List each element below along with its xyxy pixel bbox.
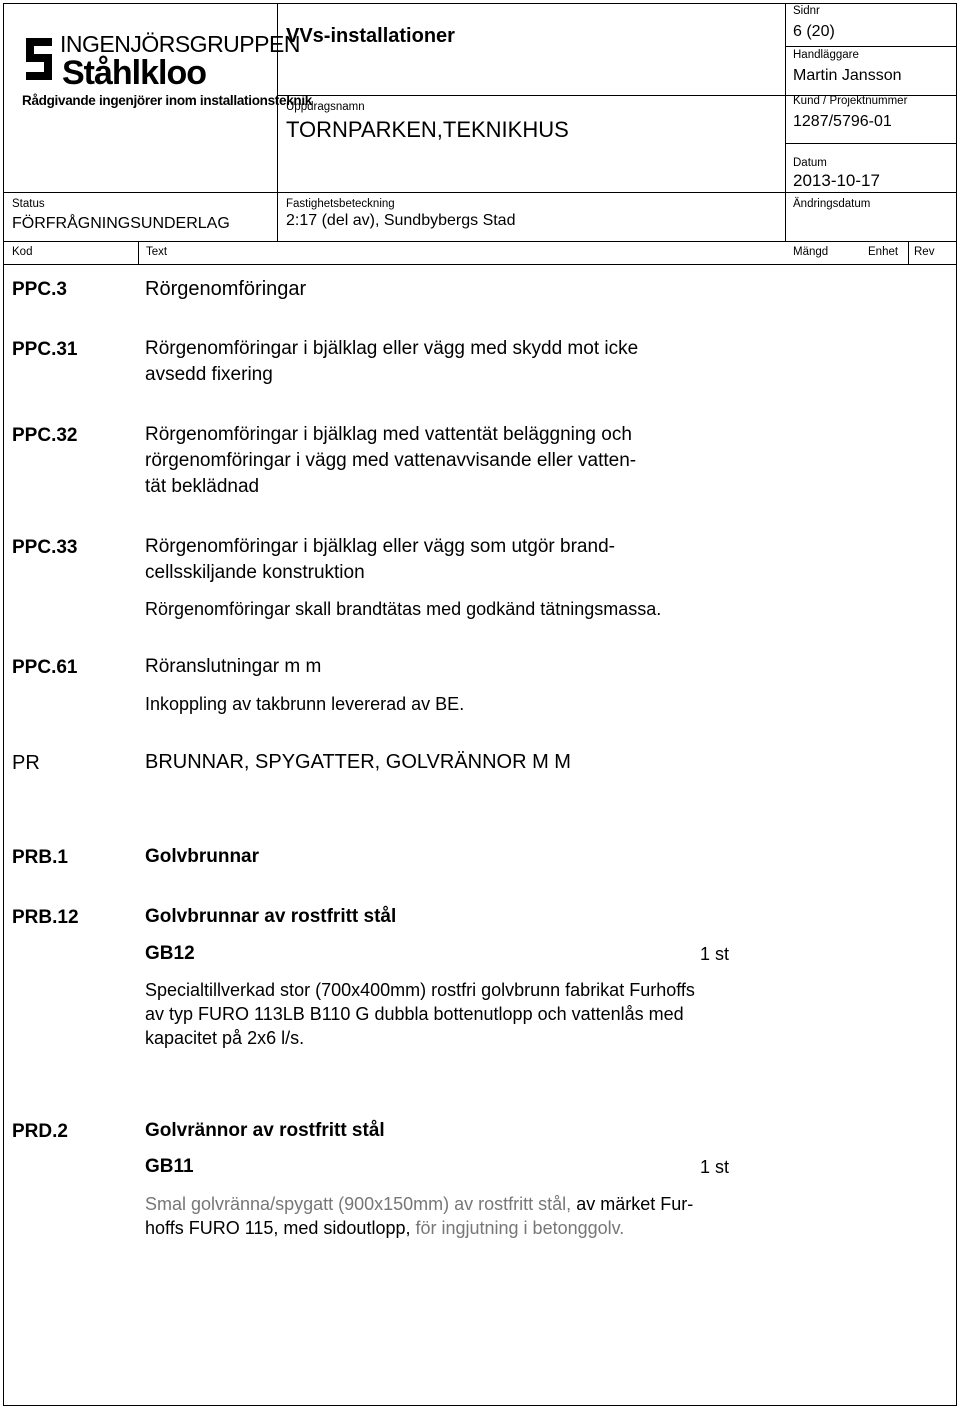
- row-title-line: avsedd fixering: [145, 364, 273, 385]
- handlaggare-value: Martin Jansson: [793, 67, 902, 84]
- projekt-label: Kund / Projektnummer: [793, 95, 908, 107]
- column-header-enhet: Enhet: [868, 246, 899, 258]
- row-code: PPC.61: [12, 657, 78, 678]
- row-title-line: tät beklädnad: [145, 476, 260, 497]
- row-title: BRUNNAR, SPYGATTER, GOLVRÄNNOR M M: [145, 751, 571, 773]
- row-code: PPC.31: [12, 339, 78, 360]
- item-description-line: [145, 1192, 693, 1216]
- row-title-line: Rörgenomföringar i bjälklag med vattentät beläggning och: [145, 424, 632, 445]
- row-code: PPC.33: [12, 537, 78, 558]
- sidnr-value: 6 (20): [793, 23, 835, 40]
- column-header-mangd: Mängd: [793, 246, 829, 258]
- row-title-line: Rörgenomföringar i bjälklag eller vägg med skydd mot icke: [145, 338, 639, 359]
- row-title: Golvbrunnar av rostfritt stål: [145, 906, 397, 927]
- row-title-line: Rörgenomföringar i bjälklag eller vägg som utgör brand-: [145, 536, 615, 557]
- column-header-rev: Rev: [914, 246, 935, 258]
- item-quantity: 1 st: [700, 1157, 730, 1177]
- fastighet-value: 2:17 (del av), Sundbybergs Stad: [286, 212, 516, 229]
- row-code: PR: [12, 752, 40, 774]
- column-header-kod: Kod: [12, 246, 33, 258]
- handlaggare-label: Handläggare: [793, 49, 859, 61]
- row-title-line: cellsskiljande konstruktion: [145, 562, 365, 583]
- row-note: Inkoppling av takbrunn levererad av BE.: [145, 694, 465, 714]
- document-title: VVs-installationer: [286, 25, 455, 47]
- datum-label: Datum: [793, 157, 827, 169]
- status-value: FÖRFRÅGNINGSUNDERLAG: [12, 215, 230, 232]
- column-divider: [908, 241, 909, 264]
- company-tagline: Rådgivande ingenjörer inom installationsteknik: [22, 93, 313, 108]
- header-divider: [3, 241, 957, 242]
- description-segment: Smal golvränna/spygatt (900x150mm) av rostfritt stål,: [145, 1194, 572, 1214]
- logo-mark-icon: [22, 32, 58, 88]
- header-divider: [785, 143, 957, 144]
- andringsdatum-label: Ändringsdatum: [793, 198, 871, 210]
- item-description-line: [145, 1216, 624, 1240]
- uppdragsnamn-label: Uppdragsnamn: [286, 101, 365, 113]
- item-quantity: 1 st: [700, 944, 730, 964]
- row-note: Rörgenomföringar skall brandtätas med godkänd tätningsmassa.: [145, 599, 662, 619]
- header-divider: [3, 264, 957, 265]
- row-code: PPC.3: [12, 279, 67, 300]
- header-divider: [3, 192, 957, 193]
- row-title: Golvbrunnar: [145, 846, 260, 867]
- company-logo: [22, 30, 313, 115]
- row-title-line: rörgenomföringar i vägg med vattenavvisande eller vatten-: [145, 450, 637, 471]
- datum-value: 2013-10-17: [793, 171, 880, 190]
- company-name-line1: INGENJÖRSGRUPPEN: [60, 31, 300, 57]
- item-code: GB12: [145, 943, 195, 964]
- item-description-line: Specialtillverkad stor (700x400mm) rostfri golvbrunn fabrikat Furhoffs: [145, 980, 695, 1000]
- row-code: PRB.1: [12, 847, 68, 868]
- company-name-line2: Ståhlkloo: [62, 54, 207, 92]
- description-segment: av märket Fur-: [571, 1194, 694, 1214]
- description-segment: för ingjutning i betonggolv.: [410, 1218, 625, 1238]
- projekt-value: 1287/5796-01: [793, 113, 892, 130]
- row-code: PRB.12: [12, 907, 79, 928]
- item-description-line: kapacitet på 2x6 l/s.: [145, 1028, 305, 1048]
- item-code: GB11: [145, 1156, 194, 1177]
- column-header-text: Text: [146, 246, 168, 258]
- fastighet-label: Fastighetsbeteckning: [286, 198, 395, 210]
- sidnr-label: Sidnr: [793, 5, 820, 17]
- item-description-line: av typ FURO 113LB B110 G dubbla bottenutlopp och vattenlås med: [145, 1004, 684, 1024]
- row-title: Röranslutningar m m: [145, 656, 322, 677]
- row-code: PPC.32: [12, 425, 78, 446]
- header-divider: [785, 46, 957, 47]
- row-code: PRD.2: [12, 1121, 68, 1142]
- status-label: Status: [12, 198, 45, 210]
- uppdragsnamn-value: TORNPARKEN,TEKNIKHUS: [286, 117, 569, 142]
- column-divider: [138, 241, 139, 264]
- row-title: Rörgenomföringar: [145, 278, 307, 300]
- row-title: Golvrännor av rostfritt stål: [145, 1120, 385, 1141]
- description-segment: hoffs FURO 115, med sidoutlopp,: [145, 1218, 411, 1238]
- header-divider: [785, 3, 786, 241]
